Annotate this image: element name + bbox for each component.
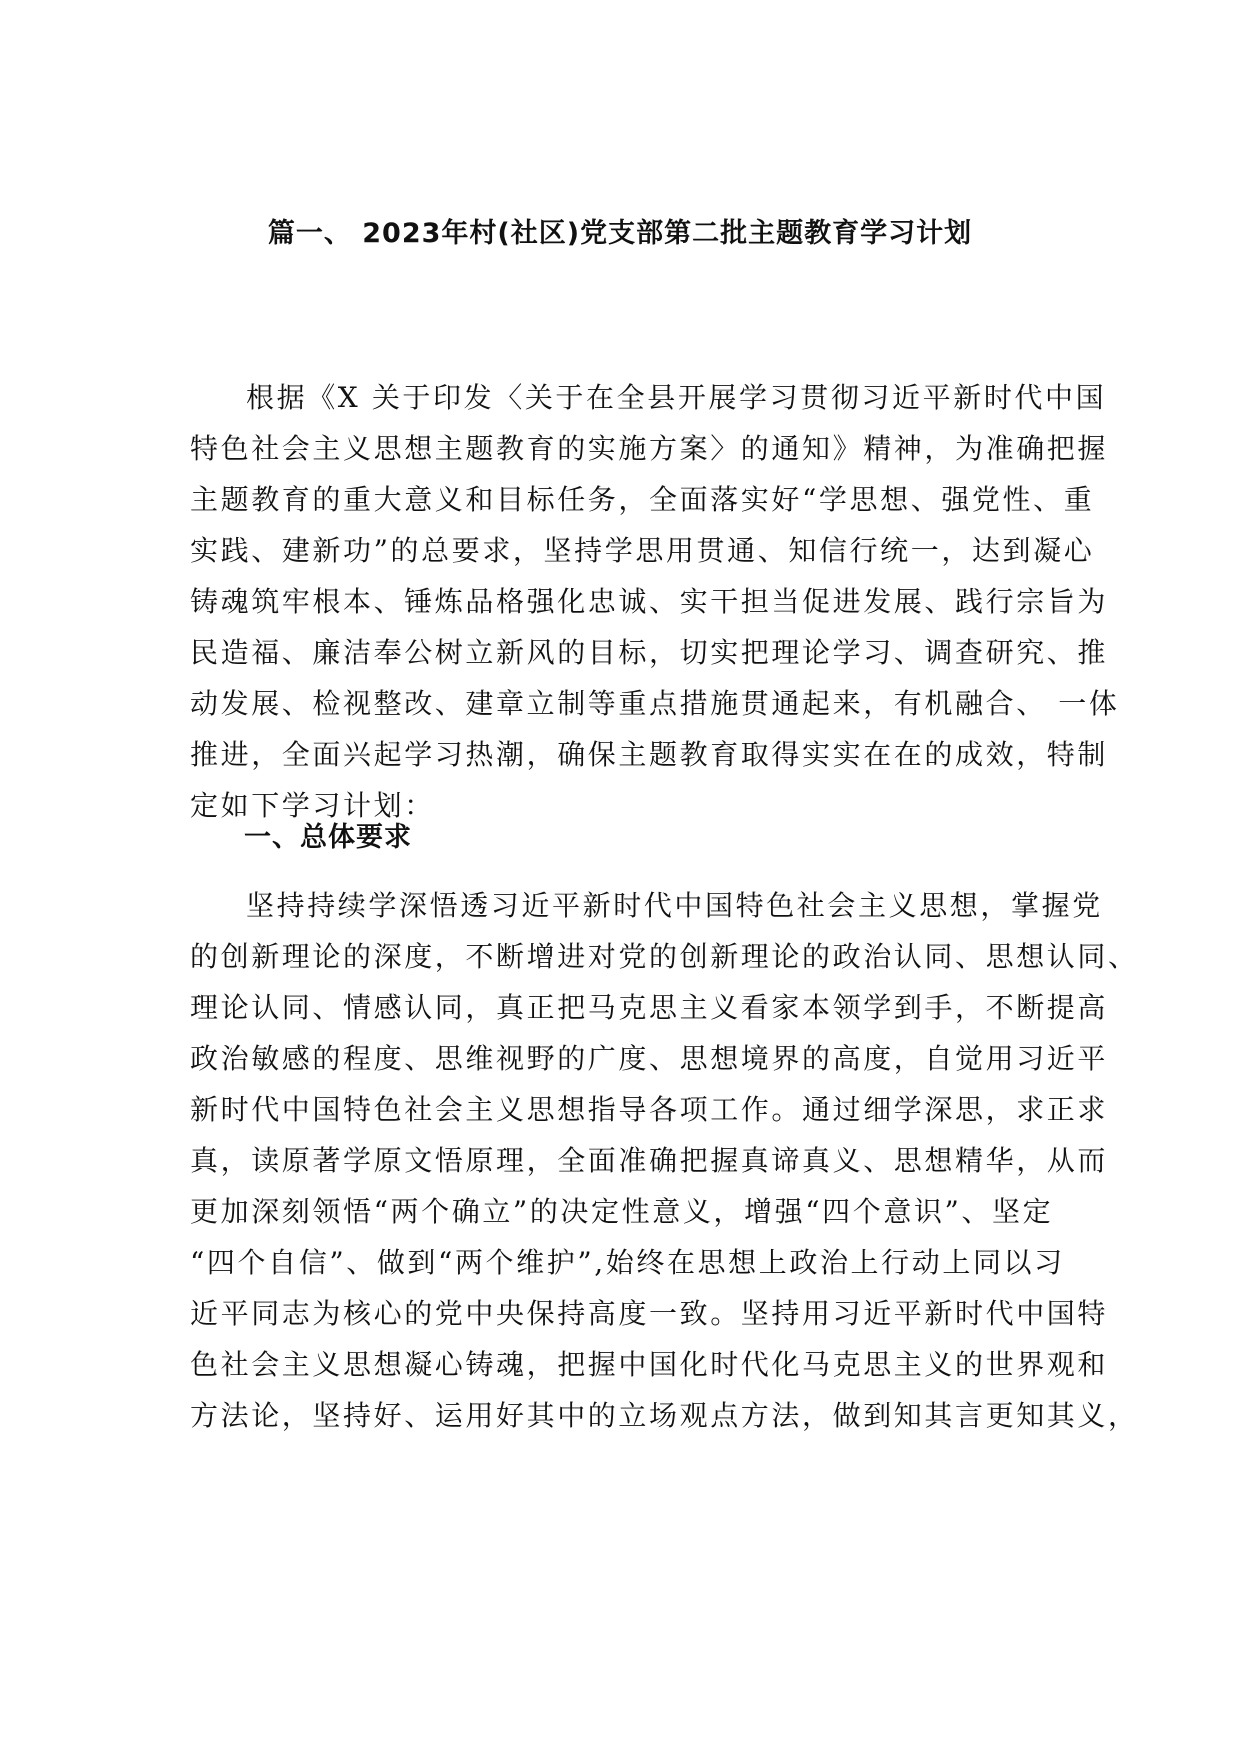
section-heading: 一、总体要求 (244, 822, 412, 853)
document-title: 篇一、 2023年村(社区)党支部第二批主题教育学习计划 (267, 218, 973, 249)
section-paragraph (190, 880, 1139, 1441)
intro-line: 主题教育的重大意义和目标任务，全面落实好“学思想、强党性、重 (190, 483, 1095, 516)
section-line: 的创新理论的深度，不断增进对党的创新理论的政治认同、思想认同、 (190, 940, 1139, 973)
intro-line: 铸魂筑牢根本、锤炼品格强化忠诚、实干担当促进发展、践行宗旨为 (190, 585, 1109, 618)
section-line: 更加深刻领悟“两个确立”的决定性意义，增强“四个意识”、坚定 (190, 1195, 1054, 1228)
section-line: 色社会主义思想凝心铸魂，把握中国化时代化马克思主义的世界观和 (190, 1348, 1109, 1381)
section-line: 新时代中国特色社会主义思想指导各项工作。通过细学深思，求正求 (190, 1093, 1109, 1126)
section-line: 坚持持续学深悟透习近平新时代中国特色社会主义思想，掌握党 (246, 889, 1103, 922)
intro-line: 定如下学习计划： (190, 789, 435, 822)
intro-line: 实践、建新功”的总要求，坚持学思用贯通、知信行统一，达到凝心 (190, 534, 1095, 567)
section-line: “四个自信”、做到“两个维护”,始终在思想上政治上行动上同以习 (190, 1246, 1065, 1279)
section-line: 方法论，坚持好、运用好其中的立场观点方法，做到知其言更知其义， (190, 1399, 1139, 1432)
section-line: 理论认同、情感认同，真正把马克思主义看家本领学到手，不断提高 (190, 991, 1109, 1024)
intro-line: 动发展、检视整改、建章立制等重点措施贯通起来，有机融合、 一体 (190, 687, 1120, 720)
intro-paragraph (190, 372, 1120, 831)
intro-line: 民造福、廉洁奉公树立新风的目标，切实把理论学习、调查研究、推 (190, 636, 1109, 669)
intro-line: 推进，全面兴起学习热潮，确保主题教育取得实实在在的成效，特制 (190, 738, 1109, 771)
intro-line: 特色社会主义思想主题教育的实施方案〉的通知》精神，为准确把握 (190, 432, 1109, 465)
section-line: 近平同志为核心的党中央保持高度一致。坚持用习近平新时代中国特 (190, 1297, 1109, 1330)
section-line: 政治敏感的程度、思维视野的广度、思想境界的高度，自觉用习近平 (190, 1042, 1109, 1075)
section-line: 真，读原著学原文悟原理，全面准确把握真谛真义、思想精华，从而 (190, 1144, 1109, 1177)
intro-line: 根据《X 关于印发〈关于在全县开展学习贯彻习近平新时代中国 (246, 381, 1107, 414)
